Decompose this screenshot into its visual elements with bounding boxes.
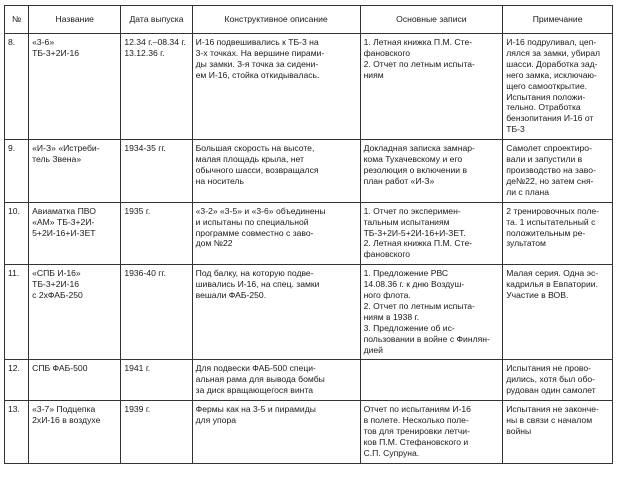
cell-description: Для подвески ФАБ-500 специ- альная рама для вывода бомбы за диск вращающегося винта xyxy=(192,360,360,401)
table-header xyxy=(5,6,613,34)
table-body xyxy=(5,34,613,464)
cell-name: СПБ ФАБ-500 xyxy=(29,360,121,401)
cell-num: 11. xyxy=(5,265,29,360)
cell-num: 9. xyxy=(5,140,29,203)
cell-name: «3-6» ТБ-3+2И-16 xyxy=(29,34,121,140)
cell-description: Большая скорость на высоте, малая площадь крыла, нет обычного шасси, возвращался на носитель xyxy=(192,140,360,203)
aircraft-carrier-table xyxy=(4,5,613,464)
cell-description: Фермы как на 3-5 и пирамиды для упора xyxy=(192,401,360,464)
cell-note: Испытания не прово- дились, хотя был обо- рудован один самолет xyxy=(503,360,613,401)
cell-date: 1939 г. xyxy=(121,401,192,464)
cell-note: Испытания не закончe- ны в связи с началом войны xyxy=(503,401,613,464)
cell-num: 12. xyxy=(5,360,29,401)
cell-records: 1. Отчет по эксперимен- тальным испытаниям ТБ-3+2И-5+2И-16+И-ЗЕТ. 2. Летная книжка П.М. Сте- фановского xyxy=(360,202,503,265)
cell-name: «И-З» «Истреби- тель Звена» xyxy=(29,140,121,203)
cell-date: 12.34 г.–08.34 г. 13.12.36 г. xyxy=(121,34,192,140)
cell-date: 1941 г. xyxy=(121,360,192,401)
cell-note: Малая серия. Одна эс- кадрилья в Евпатории. Участие в ВОВ. xyxy=(503,265,613,360)
cell-description: И-16 подвешивались к ТБ-3 на 3-х точках. На вершине пирами- ды замки. 3-я точка за сидени- ем И-16, стойка откидывалась. xyxy=(192,34,360,140)
cell-num: 8. xyxy=(5,34,29,140)
cell-date: 1935 г. xyxy=(121,202,192,265)
cell-description: Под балку, на которую подве- шивались И-16, на спец. замки вешали ФАБ-250. xyxy=(192,265,360,360)
cell-name: Авиаматка ПВО «АМ» ТБ-3+2И- 5+2И-16+И-ЗЕТ xyxy=(29,202,121,265)
header-description: Конструктивное описание xyxy=(192,6,360,34)
header-records: Основные записи xyxy=(360,6,503,34)
cell-records: Докладная записка замнар- кома Тухачевскому и его резолюция о включении в план работ «И-З» xyxy=(360,140,503,203)
cell-name: «СПБ И-16» ТБ-3+2И-16 с 2хФАБ-250 xyxy=(29,265,121,360)
cell-date: 1936-40 гг. xyxy=(121,265,192,360)
table-row xyxy=(5,140,613,203)
cell-note: И-16 подруливал, цеп- лялся за замки, убирал шасси. Доработка зад- него замка, исключаю- щего самооткрытие. Испытания положи- тельно. Отработка бензопитания И-16 от ТБ-3 xyxy=(503,34,613,140)
table-row xyxy=(5,202,613,265)
table-row xyxy=(5,34,613,140)
cell-note: 2 тренировочных поле- та. 1 испытательный с положительным ре- зультатом xyxy=(503,202,613,265)
cell-description: «3-2» «3-5» и «3-6» объединены и испытаны по специальной программе совместно с заво- дом №22 xyxy=(192,202,360,265)
cell-records: 1. Предложение РВС 14.08.36 г. к дню Воздуш- ного флота. 2. Отчет по летным испыта- ниям в 1938 г. 3. Предложение об ис- пользовании в войне с Финлян- дией xyxy=(360,265,503,360)
header-num: № xyxy=(5,6,29,34)
cell-num: 13. xyxy=(5,401,29,464)
cell-records: Отчет по испытаниям И-16 в полете. Несколько поле- тов для тренировки летчи- ков П.М. Стефановского и С.П. Супруна. xyxy=(360,401,503,464)
header-row xyxy=(5,6,613,34)
header-note: Примечание xyxy=(503,6,613,34)
cell-records xyxy=(360,360,503,401)
table-row xyxy=(5,265,613,360)
cell-num: 10. xyxy=(5,202,29,265)
table-row xyxy=(5,360,613,401)
cell-note: Самолет спроектиро- вали и запустили в производство на заво- де№22, но затем сня- ли с плана xyxy=(503,140,613,203)
header-date: Дата выпуска xyxy=(121,6,192,34)
cell-name: «3-7» Подцепка 2хИ-16 в воздухе xyxy=(29,401,121,464)
table-row xyxy=(5,401,613,464)
cell-records: 1. Летная книжка П.М. Сте- фановского 2. Отчет по летным испыта- ниям xyxy=(360,34,503,140)
header-name: Название xyxy=(29,6,121,34)
cell-date: 1934-35 гг. xyxy=(121,140,192,203)
